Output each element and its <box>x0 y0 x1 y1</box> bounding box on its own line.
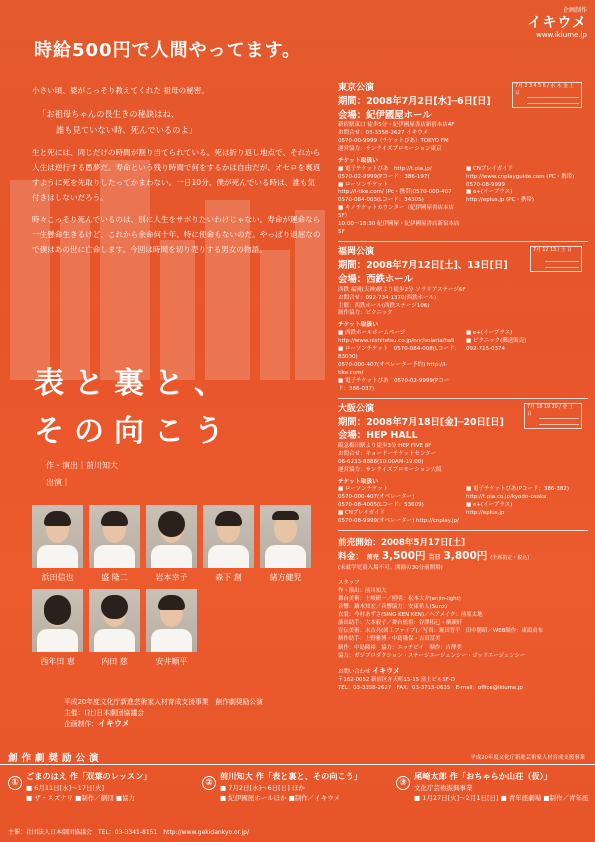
cast-label: 出演｜ <box>46 477 70 487</box>
fukuoka-contact-2: 主催：西鉄ホール(西鉄ステージ106) <box>338 302 430 309</box>
tokyo-address: 新宿駅東口 徒歩5分・紀伊國屋書店新宿本店4F <box>338 122 455 129</box>
cast-member <box>89 505 140 583</box>
presale-date: 前売開始：2008年5月17日[土] <box>338 538 466 548</box>
staff-line: 制作助手：上野雅博・中島隆保・吉田冨美 <box>338 636 441 643</box>
ticket-line: ■ ローソンチケット <box>338 486 389 493</box>
program-line: ■ 1月27日[火]～2月1日[日] ■ 青年座劇場 ■制作／青年座 <box>414 793 589 802</box>
ticket-line: 0570-000-407(オペレーター予約) http://l-tike.com/ <box>338 361 448 376</box>
ticket-line: ■ 西鉄ホールホームページ <box>338 329 406 336</box>
cast-name: 浜田信也 <box>41 573 74 582</box>
program-item-3 <box>396 770 592 803</box>
contact-label: お問い合わせ <box>338 668 371 675</box>
door-price: 3,800円 <box>443 550 488 563</box>
ticket-line: ■ e+(イープラス) <box>466 189 513 196</box>
cast-member <box>203 505 254 583</box>
ticket-line: ■ キノチケットカウンター（紀伊國屋書店本店5F） <box>338 205 454 220</box>
cast-member <box>32 589 83 667</box>
fukuoka-head: 福岡公演 <box>338 247 375 258</box>
price-note-1: (全席指定・税込) <box>490 555 530 562</box>
fukuoka-period: 期間：2008年7月12日[土]、13日[日] <box>338 260 508 272</box>
support-info <box>64 697 263 730</box>
tokyo-schedule-label: 7月 2 3 4 5 6 / 水 木 金 土 日 <box>515 84 575 96</box>
price-line <box>338 549 588 564</box>
ticket-line: 0570-08-4005(Lコード：53609) <box>338 502 424 509</box>
staff-line: 作・演出：前川知大 <box>338 587 387 594</box>
ticket-line: ■ ローソンチケット 0570-084-008(Lコード：83030) <box>338 345 460 360</box>
cast-photo <box>89 505 140 568</box>
support-line-1: 平成20年度文化庁新進芸術家人材育成支援事業 創作劇奨励公演 <box>64 698 263 706</box>
staff-line: 衣裳：今村あずさ(SING KEN KEN)／ヘアメイク：前原太地 <box>338 612 483 619</box>
quote-line-1: 「お祖母ちゃんの長生きの秘訣はね、 <box>38 108 180 119</box>
program-header-right: 平成20年度文化庁新進芸術家人材育成支援事業 <box>470 755 585 761</box>
advance-price: 3,500円 <box>381 550 426 563</box>
program-line: ■ 紀伊國屋ホールほか ■制作／イキウメ <box>220 793 341 802</box>
program-footer <box>0 748 595 842</box>
tokyo-venue: 会場：紀伊國屋ホール <box>338 109 432 121</box>
program-line: ■ 6月11日[水]～17日[火] <box>26 783 105 792</box>
story-paragraph-1: 小さい頃、婆がこっそり教えてくれた 祖母の秘密。 <box>32 86 209 95</box>
contact-tel: TEL：03-3358-2627 FAX：03-3715-0635 E-mail：office@ikiume.jp <box>338 685 523 692</box>
cast-row-1 <box>32 505 322 583</box>
osaka-address: 阪急梅田駅より徒歩3分 HEP FIVE 8F <box>338 442 432 449</box>
osaka-sponsor: 運営協力：サンライズプロモーション大阪 <box>338 466 442 473</box>
tokyo-contact-2: 0570-00-9999（チケットぴあ）TOKYO FM <box>338 138 449 145</box>
ticket-line: 0570-02-9999(Pコード：386-197) <box>338 173 430 180</box>
cast-member <box>146 589 197 667</box>
program-header: 創作劇奨励公演 <box>8 753 103 764</box>
ticket-line: http://eplus.jp <box>466 510 505 517</box>
fukuoka-address: 西鉄 福岡(天神)駅より徒歩2分 ソラリアステージ6F <box>338 286 466 293</box>
ticket-line: 0570-084-003(Lコード：34305) <box>338 197 424 204</box>
venue-info-column <box>338 82 588 692</box>
cast-photo <box>260 505 311 568</box>
fukuoka-schedule <box>530 246 582 272</box>
osaka-period: 期間：2008年7月18日[金]─20日[日] <box>338 416 504 428</box>
program-item-2 <box>202 770 398 803</box>
story-quote <box>32 107 322 139</box>
staff-title: スタッフ <box>338 579 360 586</box>
ticket-line: http://www.nishitetsu.co.jp/nnr/solaria/hall <box>338 337 455 344</box>
fukuoka-contact-1: お問合せ：092-734-1370(西鉄ホール) <box>338 294 437 301</box>
program-number: ① <box>8 776 22 790</box>
title-line-1: 表と裏と、 <box>34 366 234 401</box>
ticket-line: http://www.cnplayguide.com (PC・携帯) <box>466 173 575 180</box>
support-producer-logo: イキウメ <box>97 719 130 729</box>
tokyo-tickets <box>338 166 588 238</box>
headline: 時給500円で人間やってます。 <box>34 40 302 61</box>
program-rule <box>0 764 595 765</box>
cast-member <box>32 505 83 583</box>
osaka-section <box>338 403 588 526</box>
staff-line: 音響：鏑木知宏／音響協力：安東希人(Sunz) <box>338 603 447 610</box>
organizer-footer: 主催：社団法人日本劇団協議会 TEL：03-3341-8151 http://www.gekidankyo.or.jp/ <box>8 829 249 836</box>
tokyo-period: 期間：2008年7月2日[水]─6日[日] <box>338 96 491 108</box>
osaka-contact-2: 06-6233-8888(10:00AM-19:00) <box>338 458 424 465</box>
osaka-ticket-title: チケット取扱い <box>338 478 379 485</box>
door-label: 当日 <box>428 554 441 562</box>
ticket-line: http://l-tike.com/ (Pc・携帯)0570-000-407 <box>338 189 452 196</box>
ticket-line: 0570-08-9999(オペレーター) http://cnplay.jp/ <box>338 518 459 525</box>
contact-address: 〒162-0052 新宿区弁天町15-15 富士ビル5F-D <box>338 677 455 684</box>
ticket-line: ■ ピクニック(郵送販売) <box>466 337 527 344</box>
ticket-line: http://t.pia.co.jp/kyodo-osaka <box>466 494 547 501</box>
osaka-venue: 会場：HEP HALL <box>338 430 418 442</box>
advance-label: 前売 <box>366 554 379 562</box>
cast-name: 西年田 恵 <box>40 657 75 666</box>
osaka-contact-1: お問合せ：キョードーチケットセンター <box>338 450 437 457</box>
cast-member <box>260 505 311 583</box>
tokyo-section <box>338 82 588 237</box>
ticket-line: ■ CNプレイガイド <box>338 510 386 517</box>
osaka-schedule-label: 7月 18 19 20 / 金 土 日 <box>527 404 574 417</box>
cast-name: 内田 慈 <box>101 657 128 666</box>
cast-photo <box>146 589 197 652</box>
staff-line: 宣伝美術：末吉亮(図工ファイブ)／写真：堀田晋平 田中勝昭／WEB制作：東頭由布 <box>338 628 544 635</box>
cast-name: 森下 創 <box>215 573 242 582</box>
osaka-schedule <box>524 403 582 429</box>
tokyo-contact-1: お問合せ：03-3358-2627 イキウメ <box>338 130 429 137</box>
quote-line-2: 誰も見ていない時、死んでいるのよ」 <box>56 124 198 135</box>
ticket-line: ■ CNプレイガイド <box>466 165 514 172</box>
tokyo-schedule <box>512 82 582 108</box>
pricing <box>338 537 588 573</box>
support-line-2: 主催：(社)日本劇団協議会 <box>64 708 145 717</box>
ticket-line: 092-715-0374 <box>466 345 505 352</box>
cast-grid <box>32 505 322 673</box>
cast-name: 安井順平 <box>155 657 188 666</box>
program-line: 文化庁芸術振興事業 <box>414 783 473 792</box>
cast-member <box>89 589 140 667</box>
cast-photo <box>32 505 83 568</box>
staff-list <box>338 579 588 660</box>
website-url[interactable]: www.ikiume.jp <box>536 30 587 39</box>
contact-info <box>338 666 588 693</box>
fee-label: 料金： <box>338 552 364 563</box>
ticket-line: 0570-08-9999 <box>466 181 505 188</box>
cast-name: 岩本幸子 <box>155 573 188 582</box>
staff-line: 協力：ガジプロダクション・ステージエージェンシー・ゴッドエージェンシー <box>338 652 526 659</box>
divider <box>338 398 588 399</box>
program-title: 尾崎太郎 作「おちゃらか山荘（仮）」 <box>414 771 552 781</box>
cast-photo <box>32 589 83 652</box>
fukuoka-section <box>338 246 588 393</box>
ticket-line: 0570-000-407(オペレーター) <box>338 494 415 501</box>
cast-row-2 <box>32 589 322 667</box>
fukuoka-schedule-label: 7月 12 13 / 土 日 <box>533 248 572 254</box>
support-producer-label: 企画制作： <box>64 720 98 729</box>
tokyo-sponsor: 運営協力：サンライズプロモーション東京 <box>338 146 442 153</box>
cast-photo <box>89 589 140 652</box>
program-item-1 <box>8 770 204 803</box>
fukuoka-ticket-title: チケット取扱い <box>338 322 379 329</box>
ticket-line: ■ e+(イープラス) <box>466 502 513 509</box>
ikiume-logo: イキウメ <box>527 14 587 31</box>
staff-line: 制作：中島隆裕 協力：エッチビイ 制作：吉澤美 <box>338 644 462 651</box>
producer-label: 企画制作 <box>562 7 587 14</box>
program-title: ごまのはえ 作「双葉のレッスン」 <box>26 771 152 781</box>
contact-logo: イキウメ <box>372 666 400 675</box>
cast-name: 盛 隆二 <box>101 573 128 582</box>
ticket-line: ■ ローソンチケット <box>338 181 389 188</box>
tokyo-head: 東京公演 <box>338 83 375 93</box>
divider <box>338 530 588 531</box>
ticket-line: http://eplus.jp (PC・携帯) <box>466 197 535 204</box>
story-paragraph-2: 生と死には、同じだけの時間が割り当てられている。死は折り返し地点で、それから人生は逆行する愚夢だ。寿命という残り時間で何をするかは自由だが、オセロを裏返すように死を先取りしたってかまわない。一日10分、僕が死んでいる時は、誰も気付きはしないだろう。 <box>32 148 321 202</box>
credits <box>46 458 118 492</box>
staff-line: 舞台美術：土岐研一／照明：松本大介(enjin-light) <box>338 595 461 602</box>
program-number: ③ <box>396 776 410 790</box>
contact-heading <box>338 666 588 677</box>
cast-member <box>146 505 197 583</box>
fukuoka-venue: 会場：西鉄ホール <box>338 273 413 285</box>
osaka-head: 大阪公演 <box>338 403 375 414</box>
program-line: ■ 7月2日[水]～6日[日] ほか <box>220 783 305 792</box>
ticket-line: 10:00～18:30 紀伊國屋・紀伊國屋書店新宿本店5F <box>338 221 460 236</box>
osaka-tickets <box>338 486 588 526</box>
staff-line: 演出助手：大本毅子／舞台監督：谷澤拓巳・横瀬好 <box>338 620 462 627</box>
program-title: 前川知大 作「表と裏と、その向こう」 <box>220 771 363 781</box>
fukuoka-sponsor: 制作協力：ピクニック <box>338 310 393 317</box>
fukuoka-tickets <box>338 330 588 394</box>
tokyo-ticket-title: チケット取扱い <box>338 158 379 165</box>
producer-badge <box>527 8 587 39</box>
title-line-2: その向こう <box>34 414 234 449</box>
ticket-line: ■ 電子チケットぴあ http://t.pia.jp/ <box>338 165 432 172</box>
ticket-line: ■ 電子チケットぴあ 0570-02-9999(Pコード：386-037) <box>338 377 450 392</box>
program-number: ② <box>202 776 216 790</box>
cast-photo <box>146 505 197 568</box>
writer-director: 作・演出｜前川知大 <box>46 461 118 470</box>
cast-name: 緒方健児 <box>269 573 302 582</box>
program-line: ■ ザ・スズナリ ■制作／劇団 ■協力 <box>26 793 135 802</box>
divider <box>338 241 588 242</box>
ticket-line: ■ e+(イープラス) <box>466 329 513 336</box>
story-paragraph-3: 時々こっそり死んでいるのは、別に人生をサボりたいわけじゃない。寿命が運命なら一生懸命生きるけど、これから余命何十年、特に使命もないのだ。やっぱり退屈なので僕はあの世に亡命します。今回は時間を切り売りする男女の物語。 <box>32 215 321 255</box>
story-text <box>32 84 322 266</box>
cast-photo <box>203 505 254 568</box>
support-line-3 <box>64 718 263 730</box>
play-title <box>34 360 234 456</box>
ticket-line: ■ 電子チケットぴあ(Pコード：386-382) <box>466 486 570 493</box>
price-note-2: (未就学児童入場不可。開演の30分前開場) <box>338 564 443 571</box>
